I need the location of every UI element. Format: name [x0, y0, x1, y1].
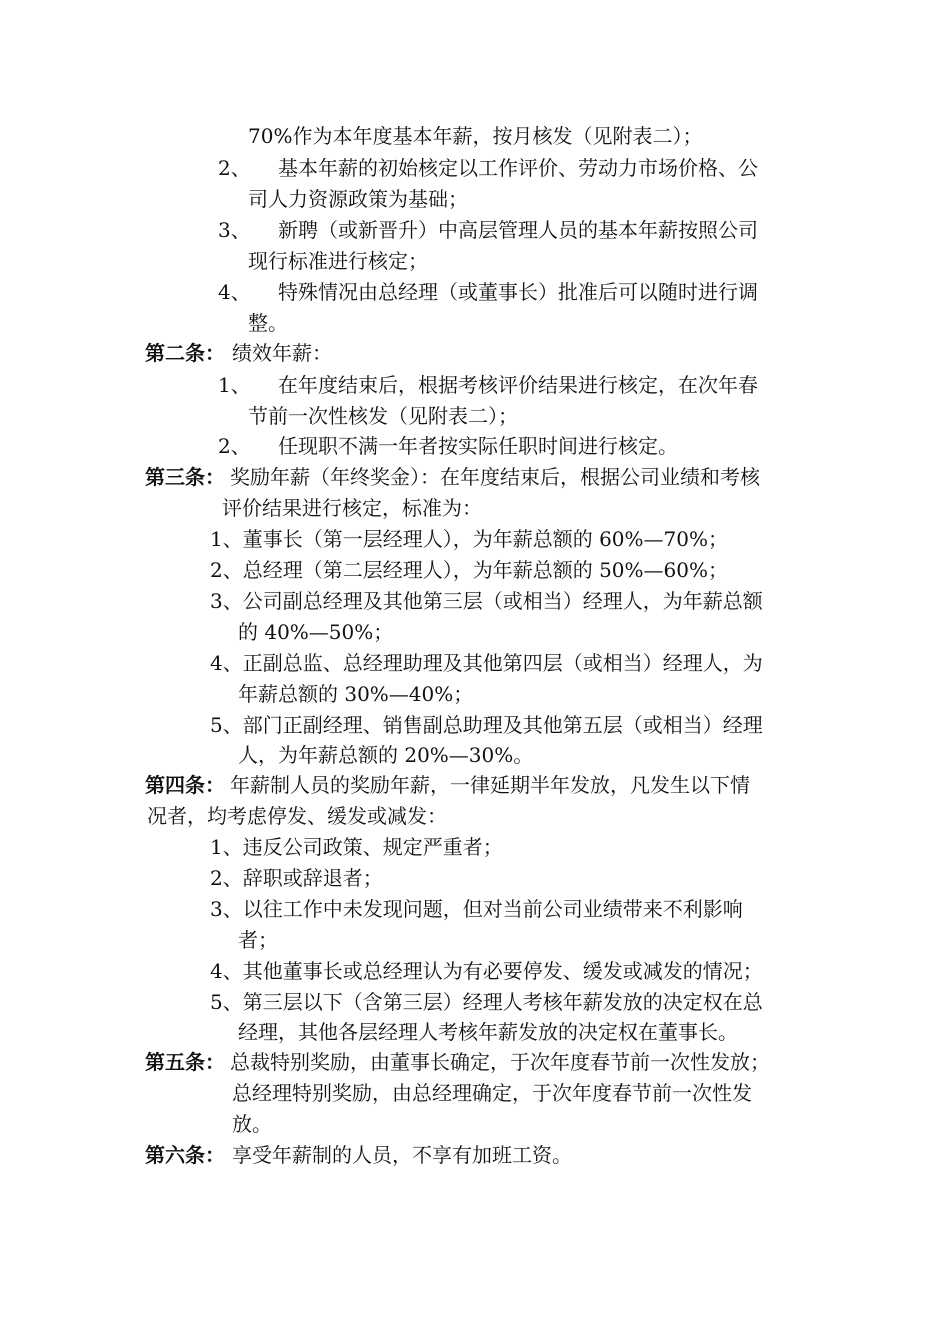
list-item: 人，为年薪总额的 20%—30%。 — [238, 743, 534, 767]
article-3-text: 奖励年薪（年终奖金）：在年度结束后，根据公司业绩和考核 — [230, 465, 760, 489]
article-2-title: 第二条： — [145, 341, 225, 365]
list-item-text: 现行标准进行核定； — [248, 249, 428, 273]
list-item: 1、董事长（第一层经理人），为年薪总额的 60%—70%； — [210, 527, 728, 551]
list-item-number: 2、 — [218, 434, 251, 458]
article-6-title: 第六条： — [145, 1143, 225, 1167]
list-item: 2、总经理（第二层经理人），为年薪总额的 50%—60%； — [210, 558, 728, 582]
base-salary-line-0: 70%作为本年度基本年薪，按月核发（见附表二）； — [248, 124, 703, 148]
list-item-number: 3、 — [218, 218, 251, 242]
article-4-title: 第四条： — [145, 773, 225, 797]
article-6-text: 享受年薪制的人员，不享有加班工资。 — [232, 1143, 572, 1167]
list-item-text: 基本年薪的初始核定以工作评价、劳动力市场价格、公 — [278, 156, 758, 180]
article-5-text: 总裁特别奖励，由董事长确定，于次年度春节前一次性发放； — [230, 1050, 770, 1074]
list-item: 经理，其他各层经理人考核年薪发放的决定权在董事长。 — [238, 1020, 738, 1044]
list-item: 的 40%—50%； — [238, 620, 394, 644]
list-item-text: 在年度结束后，根据考核评价结果进行核定，在次年春 — [278, 373, 758, 397]
list-item: 5、部门正副经理、销售副总助理及其他第五层（或相当）经理 — [210, 713, 763, 737]
list-item-number: 4、 — [218, 280, 251, 304]
list-item: 者； — [238, 928, 278, 952]
list-item-text: 任现职不满一年者按实际任职时间进行核定。 — [278, 434, 678, 458]
list-item: 年薪总额的 30%—40%； — [238, 682, 474, 706]
article-3-title: 第三条： — [145, 465, 225, 489]
list-item-text: 新聘（或新晋升）中高层管理人员的基本年薪按照公司 — [278, 218, 758, 242]
list-item-text: 司人力资源政策为基础； — [248, 187, 468, 211]
list-item-number: 1、 — [218, 373, 251, 397]
article-4-text: 况者，均考虑停发、缓发或减发： — [147, 804, 447, 828]
article-2-text: 绩效年薪： — [232, 341, 332, 365]
list-item: 3、以往工作中未发现问题，但对当前公司业绩带来不利影响 — [210, 897, 743, 921]
list-item-text: 节前一次性核发（见附表二）； — [248, 404, 518, 428]
article-5-title: 第五条： — [145, 1050, 225, 1074]
list-item-text: 整。 — [248, 311, 288, 335]
article-5-text: 总经理特别奖励，由总经理确定，于次年度春节前一次性发 — [232, 1081, 752, 1105]
article-3-text: 评价结果进行核定，标准为： — [222, 496, 482, 520]
list-item: 5、第三层以下（含第三层）经理人考核年薪发放的决定权在总 — [210, 990, 763, 1014]
list-item-text: 特殊情况由总经理（或董事长）批准后可以随时进行调 — [278, 280, 758, 304]
article-5-text: 放。 — [232, 1112, 272, 1136]
list-item: 3、公司副总经理及其他第三层（或相当）经理人，为年薪总额 — [210, 589, 763, 613]
list-item: 4、其他董事长或总经理认为有必要停发、缓发或减发的情况； — [210, 959, 763, 983]
article-4-text: 年薪制人员的奖励年薪，一律延期半年发放，凡发生以下情 — [230, 773, 750, 797]
list-item: 2、辞职或辞退者； — [210, 866, 383, 890]
list-item: 1、违反公司政策、规定严重者； — [210, 835, 503, 859]
list-item: 4、正副总监、总经理助理及其他第四层（或相当）经理人，为 — [210, 651, 763, 675]
list-item-number: 2、 — [218, 156, 251, 180]
